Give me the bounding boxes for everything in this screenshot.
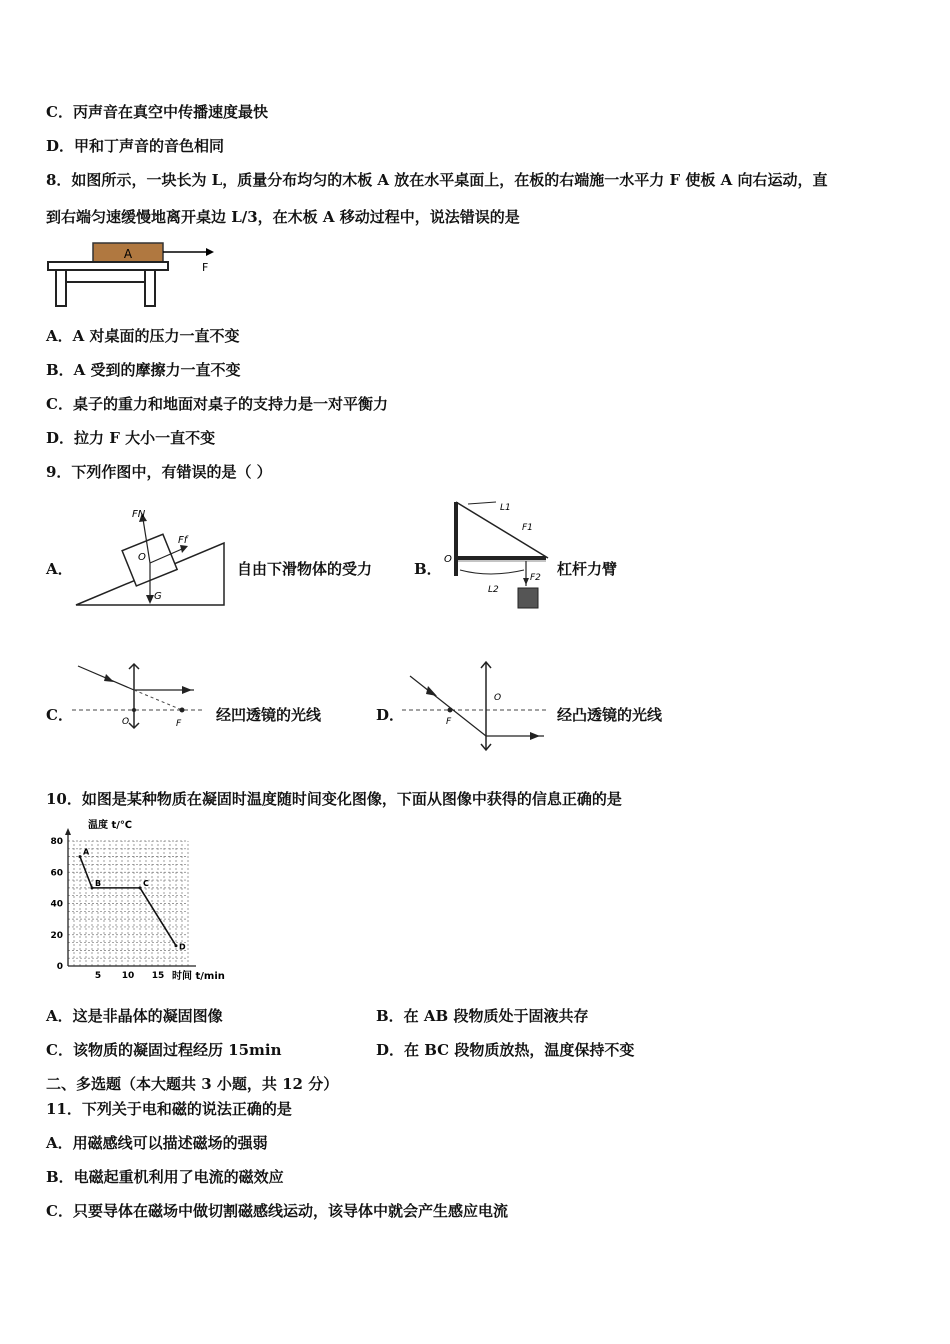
y-tick-label: 20 <box>50 930 63 941</box>
optical-center <box>132 708 136 712</box>
point-label: D <box>179 942 186 952</box>
q10-option-c: C．该物质的凝固过程经历 15min <box>46 1041 282 1059</box>
f1-label: F1 <box>522 523 533 533</box>
y-tick-label: 60 <box>50 868 63 879</box>
center-label: O <box>494 693 502 703</box>
focus-label: F <box>176 719 182 729</box>
incident-ray <box>410 676 486 736</box>
f2-label: F2 <box>530 573 541 583</box>
q9-option-a-letter: A． <box>46 560 73 578</box>
q10-option-d: D．在 BC 段物质放热，温度保持不变 <box>376 1041 635 1059</box>
gravity-label: G <box>154 591 162 602</box>
l2-brace <box>460 570 524 574</box>
q9-option-a-caption: 自由下滑物体的受力 <box>237 560 373 578</box>
q9-option-b-letter: B． <box>414 560 442 578</box>
q8-option-b: B．A 受到的摩擦力一直不变 <box>46 361 241 379</box>
q11-stem: 11．下列关于电和磁的说法正确的是 <box>46 1100 292 1118</box>
force-arrow-head <box>206 248 214 256</box>
data-point <box>175 944 178 947</box>
q9-incline-figure <box>72 505 232 610</box>
friction-force-label: Ff <box>178 535 188 546</box>
y-axis-arrow <box>65 828 71 835</box>
q8-stem-line2: 到右端匀速缓慢地离开桌边 L/3，在木板 A 移动过程中，说法错误的是 <box>46 208 520 226</box>
y-axis-label: 温度 t/℃ <box>88 820 133 831</box>
x-tick-label: 5 <box>94 971 102 981</box>
q11-option-a: A．用磁感线可以描述磁场的强弱 <box>46 1134 268 1152</box>
center-label: O <box>122 717 130 727</box>
q9-concave-lens-figure <box>72 660 212 732</box>
focus-point <box>448 708 453 713</box>
data-point <box>79 855 82 858</box>
y-tick-label: 40 <box>50 899 63 910</box>
point-label: A <box>83 847 90 857</box>
q7-option-c: C．丙声音在真空中传播速度最快 <box>46 103 268 121</box>
center-label: O <box>138 552 146 563</box>
chart-grid <box>68 841 188 966</box>
l2-label: L2 <box>488 585 499 595</box>
q9-option-d-caption: 经凸透镜的光线 <box>557 706 663 724</box>
q9-lever-figure <box>440 498 552 614</box>
table-top <box>48 262 168 270</box>
data-point <box>139 886 142 889</box>
pivot-label: O <box>444 554 452 565</box>
point-label: C <box>143 878 149 888</box>
y-tick-label: 80 <box>50 837 63 847</box>
force-label: F <box>202 261 209 274</box>
q11-option-b: B．电磁起重机利用了电流的磁效应 <box>46 1168 284 1186</box>
q9-stem: 9．下列作图中，有错误的是（ ） <box>46 463 272 481</box>
q7-option-d: D．甲和丁声音的音色相同 <box>46 137 225 155</box>
q8-table-figure <box>44 238 234 310</box>
data-point <box>91 886 94 889</box>
l1-label: L1 <box>500 503 511 513</box>
table-leg-right <box>145 270 155 306</box>
x-tick-label: 10 <box>121 971 135 981</box>
q11-option-c: C．只要导体在磁场中做切割磁感线运动，该导体中就会产生感应电流 <box>46 1202 508 1220</box>
section-heading: 二、多选题（本大题共 3 小题，共 12 分） <box>46 1075 339 1093</box>
q9-option-b-caption: 杠杆力臂 <box>557 560 618 578</box>
q10-stem: 10．如图是某种物质在凝固时温度随时间变化图像，下面从图像中获得的信息正确的是 <box>46 790 622 808</box>
table-leg-left <box>56 270 66 306</box>
x-tick-label: 15 <box>151 971 165 981</box>
hanging-weight <box>518 588 538 608</box>
l1-bracket <box>468 502 496 504</box>
board-label: A <box>123 247 133 261</box>
q8-option-d: D．拉力 F 大小一直不变 <box>46 429 216 447</box>
cooling-curve-chart <box>44 816 240 986</box>
x-axis-label: 时间 t/min <box>172 971 225 982</box>
extension-line <box>134 690 182 710</box>
q8-option-c: C．桌子的重力和地面对桌子的支持力是一对平衡力 <box>46 395 388 413</box>
point-label: B <box>95 878 102 888</box>
q9-option-c-letter: C． <box>46 706 73 724</box>
focus-label: F <box>446 717 452 727</box>
focus-point <box>180 708 185 713</box>
q10-option-a: A．这是非晶体的凝固图像 <box>46 1007 223 1025</box>
y-tick-label: 0 <box>56 962 63 972</box>
q8-option-a: A．A 对桌面的压力一直不变 <box>46 327 240 345</box>
q9-convex-lens-figure <box>402 656 552 756</box>
q9-option-d-letter: D． <box>376 706 405 724</box>
chart-marks <box>79 848 187 952</box>
q9-option-c-caption: 经凹透镜的光线 <box>216 706 322 724</box>
normal-force-label: FN <box>132 509 146 520</box>
q10-option-b: B．在 AB 段物质处于固液共存 <box>376 1007 589 1025</box>
q8-stem-line1: 8．如图所示，一块长为 L，质量分布均匀的木板 A 放在水平桌面上，在板的右端施一水平力 F 使板 A 向右运动，直 <box>46 171 828 189</box>
